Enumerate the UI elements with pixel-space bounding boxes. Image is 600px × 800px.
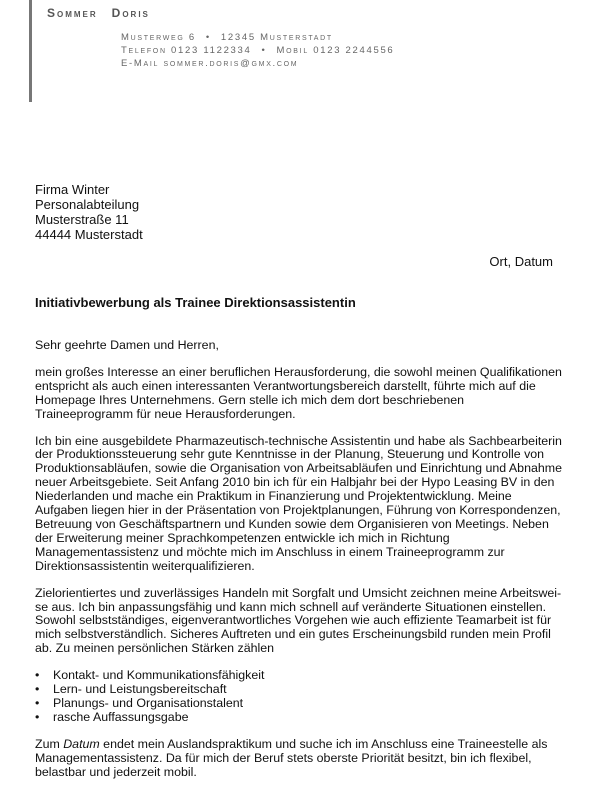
bullet-icon: • — [35, 682, 40, 697]
closing-date-placeholder: Datum — [63, 736, 100, 751]
paragraph-profile: Zielorientiertes und zuverlässiges Handeln mit Sorgfalt und Umsicht zeichnen meine Arbeitswei-se aus. Ich bin anpassungsfähig und kann mich schnell auf veränderte Situationen einstellen. Sowohl selbstständiges, eigenverantwortliches Vorgehen wie auch effiziente Teamarbeit ist für mich selbstverständlich. Sicheres Auftreten und ein gutes Erscheinungsbild runden mein Profil ab. Zu meinen persönlichen Stärken zählen — [35, 585, 562, 656]
paragraph-closing — [35, 738, 565, 780]
closing-text-end: endet mein Auslandspraktikum und suche ich im Anschluss eine Traineestelle als Managementassistenz. Da für mich der Beruf stets oberste Priorität besitzt, bin ich flexibel, belastbar und jederzeit mobil. — [35, 736, 548, 779]
sender-phone-line — [121, 44, 394, 57]
letter-date: Ort, Datum — [489, 254, 553, 269]
recipient-address — [35, 182, 143, 242]
bullet-icon: • — [35, 668, 40, 683]
separator-dot: • — [261, 45, 267, 56]
sender-city: 12345 Musterstadt — [220, 32, 333, 43]
sender-street: Musterweg 6 — [121, 32, 196, 43]
recipient-city: 44444 Musterstadt — [35, 227, 143, 242]
separator-dot: • — [205, 32, 211, 43]
sender-name — [47, 6, 150, 20]
closing-text-start: Zum — [35, 736, 64, 751]
sender-address-line — [121, 31, 394, 44]
bullet-icon: • — [35, 709, 40, 724]
recipient-department: Personalabteilung — [35, 197, 140, 212]
bullet-icon: • — [35, 695, 40, 710]
sender-contact-block — [121, 31, 394, 70]
sender-mobile: Mobil 0123 2244556 — [276, 45, 395, 56]
list-item — [35, 697, 565, 711]
strengths-list — [35, 669, 565, 725]
list-item — [35, 711, 565, 725]
letter-body — [35, 339, 565, 792]
strength-label: Planungs- und Organisationstalent — [53, 695, 244, 710]
paragraph-experience: Ich bin eine ausgebildete Pharmazeutisch-technische Assistentin und habe als Sachbearbeiterin der Produktionssteuerung sehr gute Kenntnisse in der Planung, Steuerung und Kontrolle von Produktionsabläufen, sowie die Organisation von Arbeitsabläufen und Einrichtung und Abnahme neuer Arbeitsgebiete. Seit Anfang 2010 bin ich für ein Halbjahr bei der Hypo Leasing BV in den Niederlanden und mache ein Praktikum in Finanzierung und Projektentwicklung. Meine Aufgaben liegen hier in der Präsentation von Projektplanungen, Führung von Korrespondenzen, Betreuung von Geschäftspartnern und Kunden sowie dem Organisieren von Meetings. Neben der Erweiterung meiner Sprachkompetenzen entwickle ich mich in Richtung Managementassistenz und möchte mich im Anschluss in einem Traineeprogramm zur Direktionsassistentin weiterqualifizieren. — [35, 433, 562, 573]
strength-label: Lern- und Leistungsbereitschaft — [53, 682, 227, 697]
sender-first-name: Doris — [111, 6, 150, 20]
letter-subject: Initiativbewerbung als Trainee Direktionsassistentin — [35, 295, 356, 310]
paragraph-motivation: mein großes Interesse an einer beruflichen Herausforderung, die sowohl meinen Qualifikationen entspricht als auch einen interessanten Verantwortungsbereich darstellt, führte mich auf die Homepage Ihres Unternehmens. Gern stelle ich mich dem dort beschriebenen Traineeprogramm für neue Herausforderungen. — [35, 364, 562, 421]
salutation: Sehr geehrte Damen und Herren, — [35, 338, 219, 352]
list-item — [35, 683, 565, 697]
sender-phone: Telefon 0123 1122334 — [121, 45, 252, 56]
header-accent-bar — [29, 0, 32, 102]
strength-label: Kontakt- und Kommunikationsfähigkeit — [53, 668, 265, 683]
recipient-company: Firma Winter — [35, 182, 110, 197]
sender-last-name: Sommer — [47, 6, 98, 20]
recipient-street: Musterstraße 11 — [35, 212, 129, 227]
list-item — [35, 669, 565, 683]
sender-email: E-Mail sommer.doris@gmx.com — [121, 58, 299, 69]
strength-label: rasche Auffassungsgabe — [53, 709, 189, 724]
